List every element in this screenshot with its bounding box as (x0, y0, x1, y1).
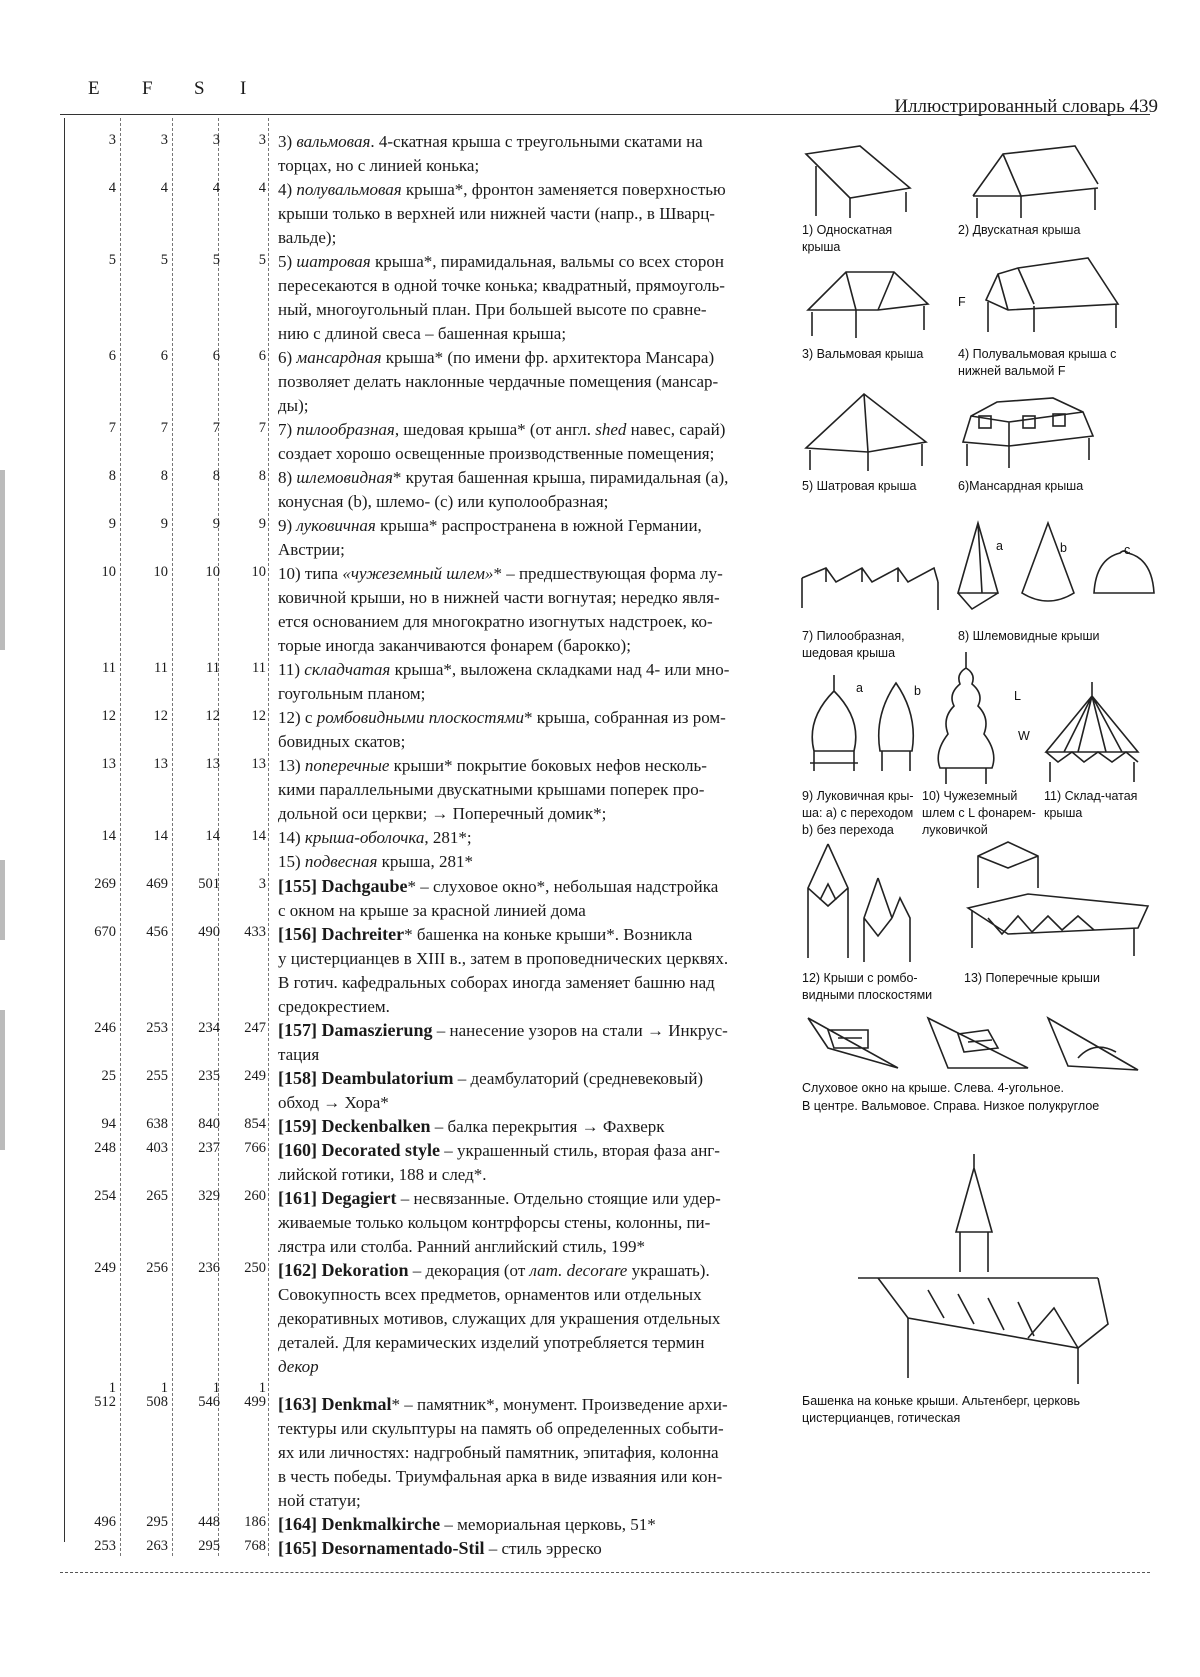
entry-line: 14) крыша-оболочка, 281*; (278, 828, 472, 847)
index-number: 12 (251, 708, 266, 724)
entry-index-numbers (64, 1140, 270, 1164)
label-a-onion: a (856, 681, 863, 695)
entry-line: [163] Denkmal* – памятник*, монумент. Произведение архи- (278, 1394, 728, 1414)
entry-line: Совокупность всех предметов, орнаментов или отдельных (278, 1285, 702, 1304)
index-number: 469 (146, 876, 168, 892)
index-number: 4 (160, 180, 168, 196)
col-label-e: E (88, 78, 100, 99)
index-number: 11 (252, 660, 266, 676)
label-a: a (996, 539, 1003, 553)
index-number: 5 (212, 252, 220, 268)
entry-line: 8) шлемовидная* крутая башенная крыша, пирамидальная (a), (278, 468, 729, 487)
index-number: 263 (146, 1538, 168, 1554)
entry-italic-term: декор (278, 1357, 319, 1376)
index-number: 12 (153, 708, 168, 724)
index-number: 5 (160, 252, 168, 268)
hipped-roof-illustration (798, 258, 938, 343)
index-number: 11 (154, 660, 168, 676)
entry-italic-term: «чужеземный шлем» (342, 564, 494, 583)
index-number: 253 (94, 1538, 116, 1554)
label-c: c (1124, 543, 1131, 557)
dictionary-entry (278, 1138, 788, 1187)
index-number: 9 (160, 516, 168, 532)
entry-italic-term: полувальмовая (296, 180, 402, 199)
caption-dormer-1: Слуховое окно на крыше. Слева. 4-угольное. (802, 1081, 1064, 1095)
index-number: 501 (198, 876, 220, 892)
dictionary-entry (278, 754, 788, 826)
foreign-helm-illustration (926, 648, 1006, 788)
entry-line: торые иногда заканчиваются фонарем (барокко); (278, 636, 631, 655)
index-number: 14 (251, 828, 266, 844)
entry-headword: [159] Deckenbalken (278, 1116, 431, 1136)
entry-line: 10) типа «чужеземный шлем»* – предшествующая форма лу- (278, 564, 723, 583)
index-number: 4 (258, 180, 266, 196)
dictionary-entry (278, 922, 788, 1019)
entry-line: создает хорошо освещенные производственные помещения; (278, 444, 715, 463)
entry-headword: [155] Dachgaube (278, 876, 408, 896)
entry-line: в честь победы. Триумфальная арка в виде изваяния или кон- (278, 1467, 723, 1486)
entry-italic-term: лат. decorare (529, 1261, 628, 1280)
caption-10: 10) Чужеземный шлем с L фонарем-луковичкой (922, 789, 1036, 837)
entry-line: ковичной крыши, но в нижней части вогнутая; нередко явля- (278, 588, 720, 607)
index-number: 265 (146, 1188, 168, 1204)
index-number: 499 (244, 1394, 266, 1410)
index-number: 13 (205, 756, 220, 772)
index-number: 25 (101, 1068, 116, 1084)
entry-line: 12) с ромбовидными плоскостями* крыша, собранная из ром- (278, 708, 726, 727)
index-number: 295 (146, 1514, 168, 1530)
entry-line: тация (278, 1045, 320, 1064)
caption-4: 4) Полувальмовая крыша с нижней вальмой F (958, 347, 1117, 378)
index-number: 255 (146, 1068, 168, 1084)
entry-line: крыши только в верхней или нижней части (напр., в Шварц- (278, 204, 715, 223)
entry-italic-term: крыша-оболочка (304, 828, 425, 847)
entry-line: деталей. Для керамических изделий употребляется термин (278, 1333, 705, 1352)
index-number: 670 (94, 924, 116, 940)
index-number: 7 (258, 420, 266, 436)
entry-line: лийской готики, 188 и след*. (278, 1165, 487, 1184)
pyramid-roof-illustration (798, 386, 938, 471)
half-hipped-roof-illustration (958, 248, 1128, 338)
entry-line: пересекаются в одной точке конька; квадратный, прямоуголь- (278, 276, 725, 295)
caption-tower: Башенка на коньке крыши. Альтенберг, церковь цистерцианцев, готическая (802, 1394, 1081, 1425)
entry-line: у цистерцианцев в XIII в., затем в проповеднических церквях. (278, 949, 729, 968)
dormer-windows-illustration (798, 1008, 1148, 1078)
index-number: 253 (146, 1020, 168, 1036)
caption-1: 1) Односкатная крыша (802, 223, 893, 254)
dictionary-entry (278, 1512, 788, 1537)
entry-index-numbers (64, 756, 270, 780)
mansard-roof-illustration (953, 386, 1103, 471)
index-number: 249 (244, 1068, 266, 1084)
dictionary-entry (278, 418, 788, 466)
index-number: 8 (258, 468, 266, 484)
index-number: 546 (198, 1394, 220, 1410)
index-number: 10 (205, 564, 220, 580)
index-number: 250 (244, 1260, 266, 1276)
entry-headword: [158] Deambulatorium (278, 1068, 454, 1088)
index-number: 8 (212, 468, 220, 484)
entry-line: 7) пилообразная, шедовая крыша* (от англ. shed навес, сарай) (278, 420, 726, 439)
dictionary-entry (278, 1536, 788, 1561)
dictionary-entry (278, 1018, 788, 1067)
entry-line: торцах, но с линией конька; (278, 156, 480, 175)
index-number: 14 (205, 828, 220, 844)
gable-roof-illustration (963, 136, 1103, 221)
entry-line: [165] Desornamentado-Stil – стиль эрреско (278, 1538, 602, 1558)
entry-headword: [160] Decorated style (278, 1140, 440, 1160)
index-number: 13 (251, 756, 266, 772)
entry-line: 3) вальмовая. 4-скатная крыша с треугольными скатами на (278, 132, 703, 151)
index-number: 6 (212, 348, 220, 364)
index-number: 256 (146, 1260, 168, 1276)
index-number: 234 (198, 1020, 220, 1036)
index-number: 11 (102, 660, 116, 676)
index-number: 9 (212, 516, 220, 532)
entry-index-numbers (64, 348, 270, 372)
label-b-onion: b (914, 684, 921, 698)
entry-index-numbers (64, 1020, 270, 1044)
entry-italic-term: вальмовая (296, 132, 371, 151)
entry-line: [159] Deckenbalken – балка перекрытия → Фахверк (278, 1116, 665, 1136)
index-number: 1 (108, 1380, 116, 1396)
entry-line (278, 1355, 788, 1379)
entry-line: ной статуи; (278, 1491, 361, 1510)
index-number: 260 (244, 1188, 266, 1204)
caption-5: 5) Шатровая крыша (802, 479, 917, 493)
caption-12: 12) Крыши с ромбо-видными плоскостями (802, 971, 933, 1002)
entry-line: 11) складчатая крыша*, выложена складками над 4- или мно- (278, 660, 730, 679)
caption-2: 2) Двускатная крыша (958, 223, 1081, 237)
index-number: 6 (258, 348, 266, 364)
entry-index-numbers (64, 252, 270, 276)
entry-line: бовидных скатов; (278, 732, 406, 751)
entry-line: гоугольным планом; (278, 684, 426, 703)
entry-headword: [164] Denkmalkirche (278, 1514, 441, 1534)
col-label-f: F (142, 78, 153, 99)
index-number: 1 (160, 1380, 168, 1396)
index-number: 9 (108, 516, 116, 532)
index-number: 768 (244, 1538, 266, 1554)
scan-edge-mark (0, 860, 5, 940)
index-number: 3 (160, 132, 168, 148)
index-number: 638 (146, 1116, 168, 1132)
index-number: 246 (94, 1020, 116, 1036)
entry-line: позволяет делать наклонные чердачные помещения (мансар- (278, 372, 719, 391)
caption-13: 13) Поперечные крыши (964, 971, 1100, 985)
entry-line: кими параллельными двускатными крышами поперек про- (278, 780, 705, 799)
entry-headword: [163] Denkmal (278, 1394, 392, 1414)
caption-dormer-2: В центре. Вальмовое. Справа. Низкое полукруглое (802, 1099, 1100, 1113)
entry-index-numbers (64, 828, 270, 852)
dictionary-entry (278, 466, 788, 514)
entry-line: нию с длиной свеса – башенная крыша; (278, 324, 567, 343)
label-w: W (1018, 729, 1030, 743)
caption-8: 8) Шлемовидные крыши (958, 629, 1100, 643)
index-number: 186 (244, 1514, 266, 1530)
index-number: 6 (160, 348, 168, 364)
entry-line: 9) луковичная крыша* распространена в южной Германии, (278, 516, 702, 535)
scan-edge-mark (0, 470, 5, 650)
index-number: 7 (212, 420, 220, 436)
entry-index-numbers (64, 924, 270, 948)
index-number: 1 (212, 1380, 220, 1396)
entry-index-numbers (64, 1538, 270, 1562)
index-number: 1 (258, 1380, 266, 1396)
caption-3: 3) Вальмовая крыша (802, 347, 924, 361)
index-number: 3 (258, 876, 266, 892)
transverse-roofs-illustration (948, 838, 1158, 963)
dictionary-entry (278, 250, 788, 346)
col-label-s: S (194, 78, 205, 99)
entry-index-numbers (64, 1188, 270, 1212)
index-number: 3 (258, 132, 266, 148)
dictionary-entry (278, 706, 788, 754)
index-number: 8 (160, 468, 168, 484)
index-number: 237 (198, 1140, 220, 1156)
scan-edge-mark (0, 1010, 5, 1150)
entry-line: [157] Damaszierung – нанесение узоров на стали → Инкрус- (278, 1020, 728, 1040)
dictionary-entry (278, 514, 788, 562)
entry-line: тектуры или скульптуры на память об определенных событи- (278, 1419, 724, 1438)
entry-index-numbers (64, 1116, 270, 1140)
roof-turret-church-illustration (848, 1148, 1118, 1388)
entry-headword: [161] Degagiert (278, 1188, 397, 1208)
entry-index-numbers (64, 660, 270, 684)
index-number: 7 (108, 420, 116, 436)
index-number: 14 (101, 828, 116, 844)
bottom-rule (60, 1572, 1150, 1573)
entry-italic-term: поперечные (304, 756, 390, 775)
dictionary-entry (278, 562, 788, 658)
entry-line: лястра или столба. Ранний английский стиль, 199* (278, 1237, 646, 1256)
entry-italic-term: подвесная (304, 852, 378, 871)
entry-index-numbers (64, 1068, 270, 1092)
entry-line: 5) шатровая крыша*, пирамидальная, вальмы со всех сторон (278, 252, 724, 271)
index-number: 456 (146, 924, 168, 940)
label-f: F (958, 295, 966, 309)
index-number: 295 (198, 1538, 220, 1554)
entry-line: [155] Dachgaube* – слуховое окно*, небольшая надстройка (278, 876, 719, 896)
index-number: 840 (198, 1116, 220, 1132)
helm-roofs-illustration (948, 513, 1158, 623)
entry-line: ды); (278, 396, 309, 415)
caption-11: 11) Склад-чатая крыша (1044, 789, 1138, 820)
index-number: 94 (101, 1116, 116, 1132)
dictionary-entry (278, 1114, 788, 1139)
entry-index-numbers (64, 1260, 270, 1284)
label-b: b (1060, 541, 1067, 555)
entry-italic-term: складчатая (304, 660, 391, 679)
entry-line: [161] Degagiert – несвязанные. Отдельно стоящие или удер- (278, 1188, 721, 1208)
index-number: 7 (160, 420, 168, 436)
entry-headword: [162] Dekoration (278, 1260, 409, 1280)
entry-line: [156] Dachreiter* башенка на коньке крыши*. Возникла (278, 924, 693, 944)
entry-line: 4) полувальмовая крыша*, фронтон заменяется поверхностью (278, 180, 726, 199)
dictionary-entry (278, 178, 788, 250)
entry-line: декоративных мотивов, служащих для украшения отдельных (278, 1309, 721, 1328)
index-number: 3 (212, 132, 220, 148)
entry-italic-term: мансардная (296, 348, 382, 367)
entry-index-numbers (64, 132, 270, 156)
entry-index-numbers (64, 1394, 270, 1418)
index-number: 11 (206, 660, 220, 676)
entry-line: 6) мансардная крыша* (по имени фр. архитектора Мансара) (278, 348, 715, 367)
label-l: L (1014, 689, 1021, 703)
index-number: 5 (258, 252, 266, 268)
entry-index-numbers (64, 1514, 270, 1538)
running-header-title: Иллюстрированный словарь 439 (894, 96, 1158, 117)
index-number: 10 (101, 564, 116, 580)
dictionary-entry (278, 874, 788, 923)
entry-index-numbers (64, 180, 270, 204)
entry-headword: [165] Desornamentado-Stil (278, 1538, 485, 1558)
caption-9: 9) Луковичная кры-ша: a) с переходом b) без перехода (802, 789, 914, 837)
entry-headword: [157] Damaszierung (278, 1020, 433, 1040)
entry-italic-term: ромбовидными плоскостями (316, 708, 525, 727)
entry-line: [164] Denkmalkirche – мемориальная церковь, 51* (278, 1514, 656, 1534)
index-number: 496 (94, 1514, 116, 1530)
dictionary-entry (278, 1258, 788, 1379)
entry-line: [162] Dekoration – декорация (от лат. decorare украшать). (278, 1260, 710, 1280)
entry-line: 15) подвесная крыша, 281* (278, 852, 473, 871)
entry-line: В готич. кафедральных соборах иногда заменяет башню над (278, 973, 715, 992)
dictionary-entry (278, 658, 788, 706)
dictionary-entry (278, 1392, 788, 1513)
column-header-labels (88, 78, 288, 100)
entry-italic-term: пилообразная (296, 420, 395, 439)
entry-line: 13) поперечные крыши* покрытие боковых нефов несколь- (278, 756, 707, 775)
dictionary-entry (278, 1066, 788, 1115)
index-number: 12 (205, 708, 220, 724)
entry-index-numbers (64, 468, 270, 492)
entry-line: [160] Decorated style – украшенный стиль, вторая фаза анг- (278, 1140, 720, 1160)
index-number: 12 (101, 708, 116, 724)
entry-italic-term: луковичная (296, 516, 376, 535)
index-number: 854 (244, 1116, 266, 1132)
entry-italic-term: шатровая (296, 252, 371, 271)
index-number: 490 (198, 924, 220, 940)
entry-index-numbers (64, 876, 270, 900)
entry-line: ях или личностях: надгробный памятник, эпитафия, колонна (278, 1443, 719, 1462)
header-rule (60, 114, 1150, 115)
caption-7: 7) Пилообразная, шедовая крыша (802, 629, 905, 660)
entry-headword: [156] Dachreiter (278, 924, 405, 944)
shed-roof-illustration (798, 136, 918, 221)
entry-line: конусная (b), шлемо- (c) или куполообразная; (278, 492, 609, 511)
index-number: 247 (244, 1020, 266, 1036)
index-number: 254 (94, 1188, 116, 1204)
entry-line: живаемые только кольцом контрфорсы стены, колонны, пи- (278, 1213, 711, 1232)
index-number: 766 (244, 1140, 266, 1156)
rhombus-plane-roofs-illustration (798, 838, 918, 968)
entry-line: средокрестием. (278, 997, 390, 1016)
entry-line: [158] Deambulatorium – деамбулаторий (средневековый) (278, 1068, 704, 1088)
index-number: 6 (108, 348, 116, 364)
entry-italic-term: shed (595, 420, 627, 439)
entry-line: дольной оси церкви; → Поперечный домик*; (278, 804, 607, 823)
index-number: 13 (101, 756, 116, 772)
entry-index-numbers (64, 516, 270, 540)
entry-line: вальде); (278, 228, 337, 247)
sawtooth-roof-illustration (798, 538, 948, 628)
index-number: 10 (251, 564, 266, 580)
index-number: 248 (94, 1140, 116, 1156)
index-number: 249 (94, 1260, 116, 1276)
index-number: 403 (146, 1140, 168, 1156)
index-number: 235 (198, 1068, 220, 1084)
index-number: 269 (94, 876, 116, 892)
index-number: 329 (198, 1188, 220, 1204)
index-number: 4 (108, 180, 116, 196)
entry-italic-term: шлемовидная (296, 468, 393, 487)
dictionary-entry (278, 346, 788, 418)
entry-line: обход → Хора* (278, 1093, 389, 1112)
index-number: 4 (212, 180, 220, 196)
illustrations-column (798, 118, 1158, 1568)
index-number: 508 (146, 1394, 168, 1410)
index-number: 236 (198, 1260, 220, 1276)
dictionary-entry (278, 826, 788, 874)
index-number: 14 (153, 828, 168, 844)
caption-6: 6)Мансардная крыша (958, 479, 1084, 493)
index-number: 448 (198, 1514, 220, 1530)
index-number: 13 (153, 756, 168, 772)
index-number: 5 (108, 252, 116, 268)
folded-roof-illustration (1038, 678, 1148, 788)
index-number: 433 (244, 924, 266, 940)
dictionary-entry (278, 130, 788, 178)
index-number: 8 (108, 468, 116, 484)
entry-line: ный, многоугольный план. При большей высоте по сравне- (278, 300, 707, 319)
entry-index-numbers (64, 420, 270, 444)
entry-line: с окном на крыше за красной линией дома (278, 901, 586, 920)
index-number: 9 (258, 516, 266, 532)
col-label-i: I (240, 78, 247, 99)
entry-index-numbers (64, 564, 270, 588)
entry-index-numbers (64, 708, 270, 732)
index-number: 512 (94, 1394, 116, 1410)
entry-line: ется основанием для многократно изогнутых надстроек, ко- (278, 612, 713, 631)
index-number: 3 (108, 132, 116, 148)
entry-line: Австрии; (278, 540, 345, 559)
dictionary-entry (278, 1186, 788, 1259)
index-number: 10 (153, 564, 168, 580)
